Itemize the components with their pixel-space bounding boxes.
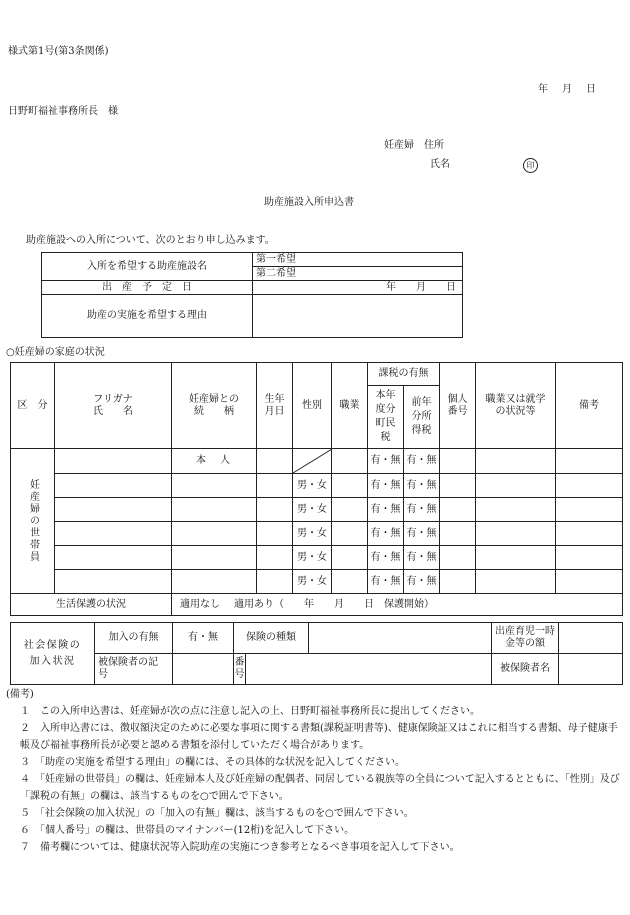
enrolled-label: 加入の有無: [95, 623, 173, 654]
member-job-field[interactable]: [332, 570, 368, 594]
reason-field[interactable]: [253, 295, 463, 338]
insurance-table: [10, 622, 623, 685]
second-choice-field[interactable]: 第二希望: [253, 267, 463, 281]
symbol-field[interactable]: [173, 654, 234, 685]
col-kubun: 区 分: [11, 363, 55, 449]
member-relation-field[interactable]: [172, 498, 257, 522]
member-name-field[interactable]: [55, 570, 172, 594]
col-tax-town: 本年度分町民税: [368, 386, 404, 449]
tax-income-option[interactable]: 有・無: [404, 522, 440, 546]
member-relation-field[interactable]: [172, 474, 257, 498]
member-occupation-field[interactable]: [476, 449, 556, 474]
col-birth: 生年月日: [257, 363, 293, 449]
member-sex-option[interactable]: 男・女: [293, 474, 332, 498]
note-item: １ この入所申込書は、妊産婦が次の点に注意し記入の上、日野町福祉事務所長に提出してください。: [20, 706, 480, 717]
self-relation: 本 人: [172, 449, 257, 474]
welfare-status: [172, 594, 623, 616]
first-choice-field[interactable]: 第一希望: [253, 253, 463, 267]
member-number-field[interactable]: [440, 570, 476, 594]
member-job-field[interactable]: [332, 474, 368, 498]
insured-name-field[interactable]: [559, 654, 623, 685]
member-birth-field[interactable]: [257, 498, 293, 522]
insurance-type-label: 保険の種類: [234, 623, 309, 654]
col-relation-line1: 妊産婦との: [189, 393, 239, 405]
member-occupation-field[interactable]: [476, 546, 556, 570]
tax-income-option[interactable]: 有・無: [404, 449, 440, 474]
tax-income-option[interactable]: 有・無: [404, 474, 440, 498]
note-item: ２ 入所申込書には、徴収額決定のために必要な事項に関する書類(課税証明書等)、健康保険証又はこれに相当する書類、母子健康手帳及び福祉事務所長が必要と認める書類を添付していただく場合があります。: [20, 723, 618, 751]
number-field[interactable]: [246, 654, 492, 685]
member-remarks-field[interactable]: [556, 546, 623, 570]
tax-town-option[interactable]: 有・無: [368, 498, 404, 522]
due-date-label: 出 産 予 定 日: [42, 281, 253, 295]
member-number-field[interactable]: [440, 522, 476, 546]
date-line: 年 月 日: [538, 84, 598, 95]
col-name-kanji: 氏 名: [93, 405, 133, 417]
household-section-title: ○妊産婦の家庭の状況: [6, 347, 105, 358]
household-group-label: 妊産婦の世帯員: [11, 449, 55, 594]
col-name: [55, 363, 172, 449]
diagonal-slash-icon: [293, 449, 332, 473]
addressee: 日野町福祉事務所長 様: [8, 106, 118, 117]
member-name-field[interactable]: [55, 498, 172, 522]
member-name-field[interactable]: [55, 474, 172, 498]
member-remarks-field[interactable]: [556, 474, 623, 498]
lump-sum-label: 出産育児一時金等の額: [492, 623, 559, 654]
member-remarks-field[interactable]: [556, 498, 623, 522]
col-tax: 課税の有無: [368, 363, 440, 386]
member-name-field[interactable]: [55, 449, 172, 474]
member-sex-option[interactable]: 男・女: [293, 522, 332, 546]
insurance-label: 社会保険の加入状況: [11, 623, 95, 685]
reason-label: 助産の実施を希望する理由: [42, 295, 253, 338]
notes-section: [6, 686, 622, 856]
member-birth-field[interactable]: [257, 546, 293, 570]
household-table: [10, 362, 623, 616]
member-job-field[interactable]: [332, 449, 368, 474]
member-occupation-field[interactable]: [476, 474, 556, 498]
member-remarks-field[interactable]: [556, 522, 623, 546]
applicant-address-label: 妊産婦 住所: [384, 140, 444, 151]
welfare-applied-option[interactable]: 適用あり（ 年 月 日 保護開始）: [234, 598, 434, 610]
member-relation-field[interactable]: [172, 522, 257, 546]
member-sex-option[interactable]: 男・女: [293, 546, 332, 570]
member-remarks-field[interactable]: [556, 449, 623, 474]
col-name-kana: フリガナ: [93, 393, 133, 405]
note-item: ３ 「助産の実施を希望する理由」の欄には、その具体的な状況を記入してください。: [20, 757, 405, 768]
member-number-field[interactable]: [440, 546, 476, 570]
col-relation-line2: 続 柄: [194, 405, 234, 417]
member-birth-field[interactable]: [257, 449, 293, 474]
tax-town-option[interactable]: 有・無: [368, 546, 404, 570]
member-birth-field[interactable]: [257, 474, 293, 498]
intro-text: 助産施設への入所について、次のとおり申し込みます。: [26, 235, 275, 246]
applicant-name-label: 氏名: [430, 159, 450, 170]
member-occupation-field[interactable]: [476, 522, 556, 546]
tax-town-option[interactable]: 有・無: [368, 522, 404, 546]
note-item: ７ 備考欄については、健康状況等入院助産の実施につき参考となるべき事項を記入して下さい。: [20, 842, 460, 853]
insured-name-label: 被保険者名: [492, 654, 559, 685]
member-number-field[interactable]: [440, 498, 476, 522]
form-number: 様式第1号(第3条関係): [8, 46, 109, 57]
welfare-none-option[interactable]: 適用なし: [180, 598, 220, 610]
note-item: ６ 「個人番号」の欄は、世帯員のマイナンバー(12桁)を記入して下さい。: [20, 825, 355, 836]
member-relation-field[interactable]: [172, 570, 257, 594]
note-item: ４ 「妊産婦の世帯員」の欄は、妊産婦本人及び妊産婦の配偶者、同居している親族等の全員について記入するとともに、「性別」及び「課税の有無」の欄は、該当するものを○で囲んで下さい。: [20, 774, 620, 802]
col-number: 個人番号: [440, 363, 476, 449]
member-birth-field[interactable]: [257, 570, 293, 594]
member-job-field[interactable]: [332, 498, 368, 522]
member-remarks-field[interactable]: [556, 570, 623, 594]
lump-sum-field[interactable]: [559, 623, 623, 654]
tax-income-option[interactable]: 有・無: [404, 498, 440, 522]
tax-town-option[interactable]: 有・無: [368, 474, 404, 498]
member-occupation-field[interactable]: [476, 498, 556, 522]
col-tax-income: 前年分所得税: [404, 386, 440, 449]
col-sex: 性別: [293, 363, 332, 449]
facility-name-label: 入所を希望する助産施設名: [42, 253, 253, 281]
member-sex-option[interactable]: 男・女: [293, 570, 332, 594]
member-number-field[interactable]: [440, 474, 476, 498]
member-relation-field[interactable]: [172, 546, 257, 570]
tax-town-option[interactable]: 有・無: [368, 449, 404, 474]
col-relation: [172, 363, 257, 449]
col-remarks: 備考: [556, 363, 623, 449]
notes-heading: (備考): [6, 689, 34, 700]
member-sex-option[interactable]: 男・女: [293, 498, 332, 522]
member-number-field[interactable]: [440, 449, 476, 474]
tax-income-option[interactable]: 有・無: [404, 546, 440, 570]
insurance-type-field[interactable]: [309, 623, 492, 654]
note-item: ５ 「社会保険の加入状況」の「加入の有無」欄は、該当するものを○で囲んで下さい。: [20, 808, 414, 819]
number-label: 番号: [234, 654, 246, 685]
member-job-field[interactable]: [332, 546, 368, 570]
member-name-field[interactable]: [55, 546, 172, 570]
self-sex-slash: [293, 449, 332, 474]
member-birth-field[interactable]: [257, 522, 293, 546]
tax-income-option[interactable]: 有・無: [404, 570, 440, 594]
enrolled-option[interactable]: 有・無: [173, 623, 234, 654]
seal-icon: 印: [523, 158, 538, 173]
welfare-label: 生活保護の状況: [11, 594, 172, 616]
col-occupation: 職業又は就学の状況等: [476, 363, 556, 449]
due-date-field[interactable]: 年 月 日: [253, 281, 463, 295]
document-title: 助産施設入所申込書: [264, 197, 354, 208]
member-name-field[interactable]: [55, 522, 172, 546]
col-job: 職業: [332, 363, 368, 449]
symbol-label: 被保険者の記 号: [95, 654, 173, 685]
tax-town-option[interactable]: 有・無: [368, 570, 404, 594]
member-job-field[interactable]: [332, 522, 368, 546]
facility-table: [41, 252, 463, 338]
member-occupation-field[interactable]: [476, 570, 556, 594]
